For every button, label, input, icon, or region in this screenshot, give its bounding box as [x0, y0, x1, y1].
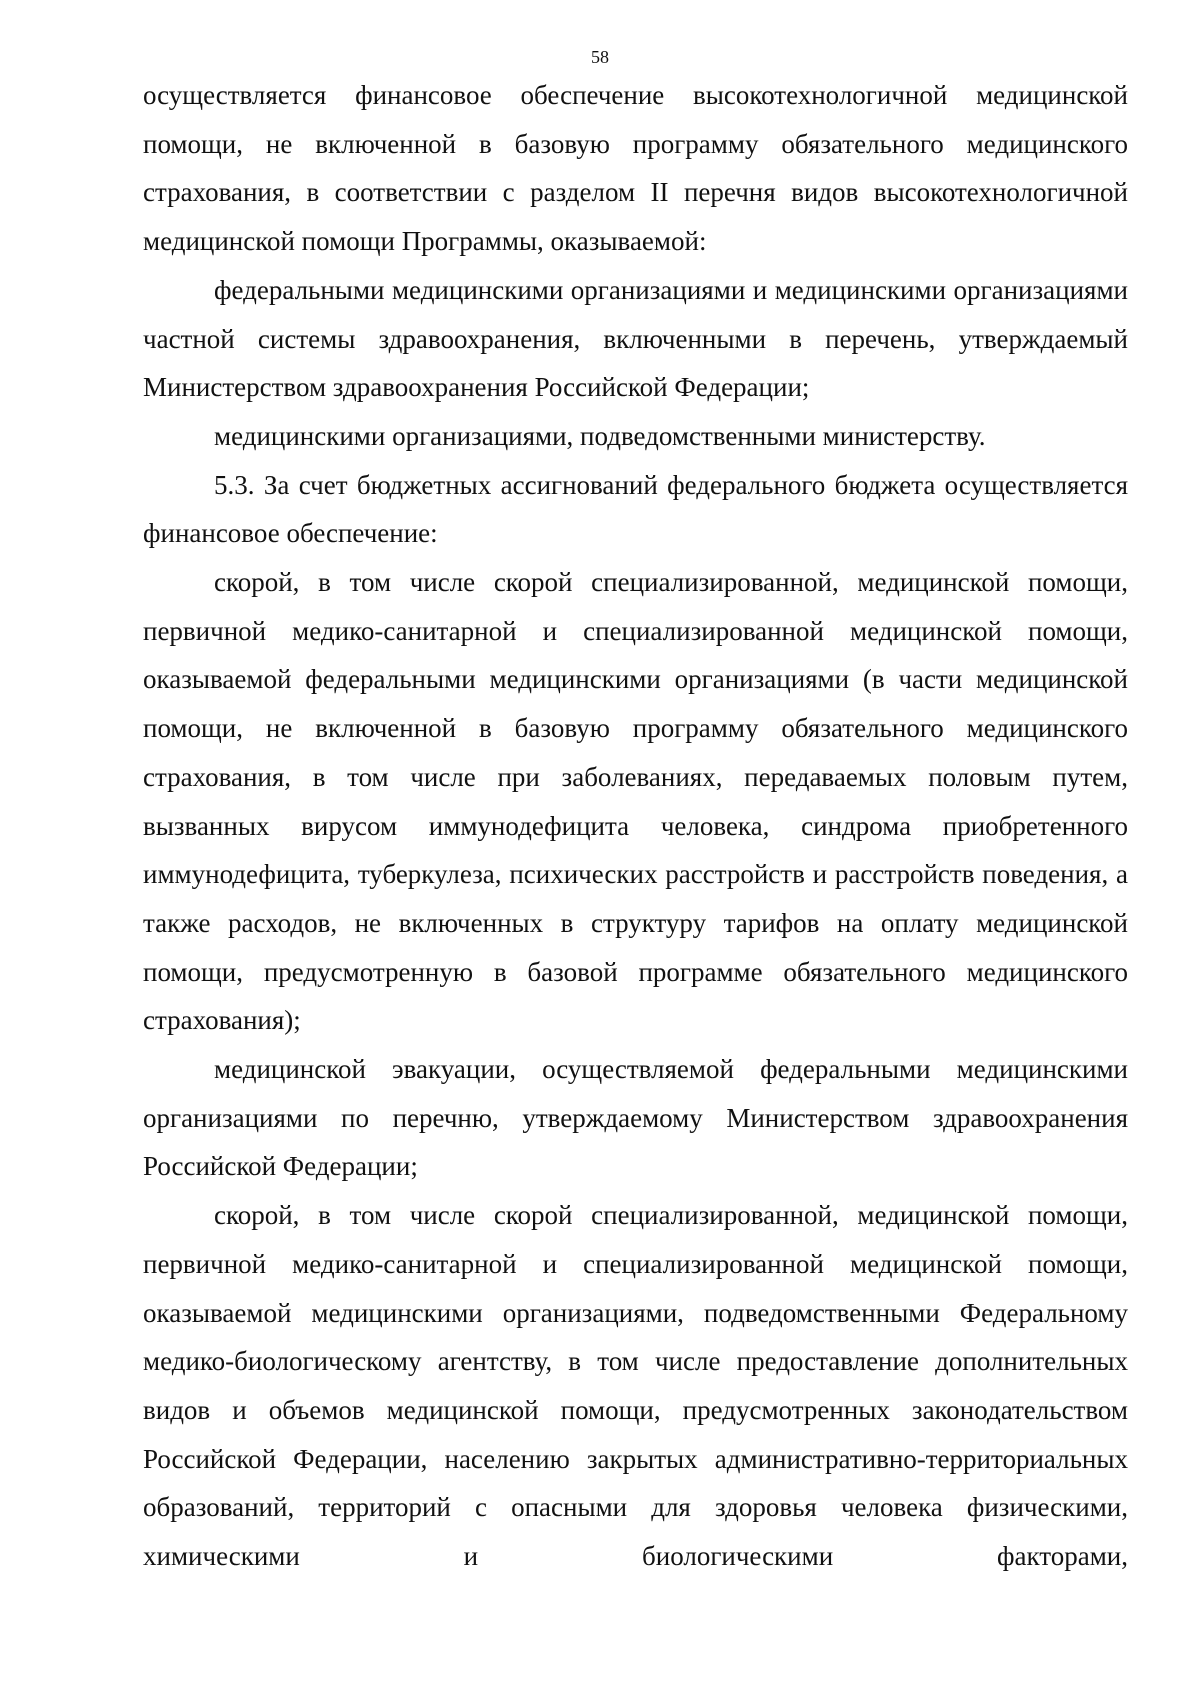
paragraph-medical-evacuation: медицинской эвакуации, осуществляемой федеральными медицинскими организациями по перечню, утверждаемому Министерством здравоохранения Российской Федерации;	[143, 1054, 1128, 1182]
paragraph-section-5-3: 5.3. За счет бюджетных ассигнований федерального бюджета осуществляется финансовое обеспечение:	[143, 469, 1128, 549]
paragraph-federal-organizations: федеральными медицинскими организациями и медицинскими организациями частной системы здравоохранения, включенными в перечень, утверждаемый Министерством здравоохранения Российской Федерации;	[143, 274, 1128, 403]
paragraph-ministry-organizations: медицинскими организациями, подведомственными министерству.	[214, 420, 986, 451]
page-number: 58	[591, 47, 609, 67]
paragraph-hitech-financing: осуществляется финансовое обеспечение высокотехнологичной медицинской помощи, не включенной в базовую программу обязательного медицинского страхования, в соответствии с разделом II перечня видов высокотехнологичной медицинской помощи Программы, оказываемой:	[143, 80, 1128, 257]
paragraph-emergency-care: скорой, в том числе скорой специализированной, медицинской помощи, первичной медико-санитарной и специализированной медицинской помощи, оказываемой федеральными медицинскими организациями (в части медицинской помощи, не включенной в базовую программу обязательного медицинского страхования, в том числе при заболеваниях, передаваемых половым путем, вызванных вирусом иммунодефицита человека, синдрома приобретенного иммунодефицита, туберкулеза, психических расстройств и расстройств поведения, а также расходов, не включенных в структуру тарифов на оплату медицинской помощи, предусмотренную в базовой программе обязательного медицинского страхования);	[143, 567, 1128, 1036]
document-body	[143, 71, 1128, 1581]
paragraph-fmba-care: скорой, в том числе скорой специализированной, медицинской помощи, первичной медико-санитарной и специализированной медицинской помощи, оказываемой медицинскими организациями, подведомственными Федеральному медико-биологическому агентству, в том числе предоставление дополнительных видов и объемов медицинской помощи, предусмотренных законодательством Российской Федерации, населению закрытых административно-территориальных образований, территорий с опасными для здоровья человека физическими, химическими и биологическими факторами,	[143, 1200, 1128, 1572]
